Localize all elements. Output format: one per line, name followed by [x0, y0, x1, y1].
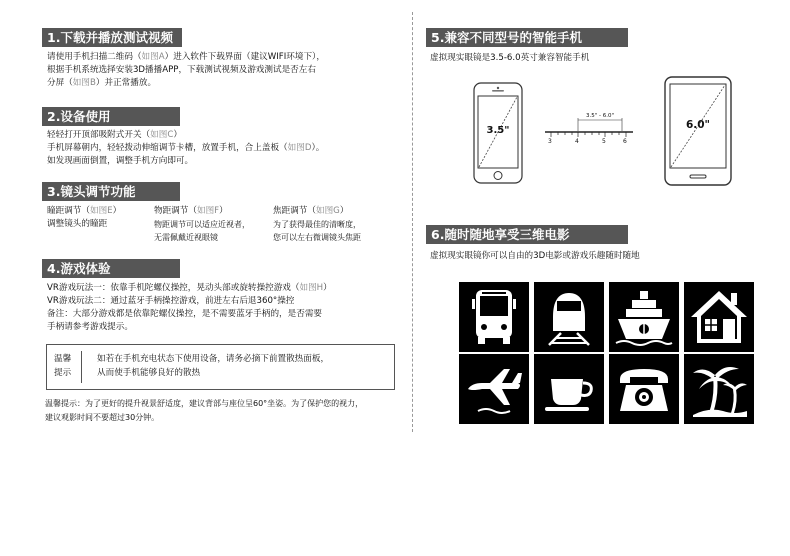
- bus-icon: [459, 282, 529, 352]
- s4-line2: VR游戏玩法二：通过蓝牙手柄操控游戏，前进左右后退360°操控: [47, 296, 295, 306]
- tip-label-2: 提示: [54, 368, 72, 378]
- s3-col3-desc1: 为了获得最佳的清晰度，: [273, 220, 361, 229]
- s1-line1: 请使用手机扫描二维码（如图A）进入软件下载界面（建议WIFI环境下），: [47, 52, 325, 62]
- airplane-icon: [459, 354, 529, 424]
- large-phone-label: 6.0": [685, 119, 711, 131]
- s5-desc: 虚拟现实眼镜是3.5-6.0英寸兼容智能手机: [430, 53, 590, 63]
- tip-text-2: 从而使手机能够良好的散热: [97, 368, 201, 378]
- s3-col1-title: 瞳距调节（如图E）: [47, 206, 122, 216]
- tip-box: [46, 344, 395, 390]
- palm-beach-icon: [684, 354, 754, 424]
- tip-divider: [81, 351, 82, 383]
- size-ruler: [545, 110, 635, 150]
- s3-col1-desc: 调整镜头的瞳距: [47, 219, 108, 229]
- s3-col3-desc2: 您可以左右微调镜头焦距: [273, 233, 361, 242]
- s2-line1: 轻轻打开顶部吸附式开关（如图C）: [47, 130, 182, 140]
- section-3-title: 3.镜头调节功能: [42, 182, 180, 201]
- small-phone-icon: [473, 82, 523, 184]
- ruler-tick-3: 3: [548, 138, 552, 145]
- ruler-tick-4: 4: [575, 138, 579, 145]
- tip-text-1: 如若在手机充电状态下使用设备，请务必摘下前置散热面板，: [97, 354, 330, 364]
- section-6-title: 6.随时随地享受三维电影: [426, 225, 628, 244]
- s3-col2-title: 物距调节（如图F）: [154, 206, 228, 216]
- s1-line3: 分屏（如图B）并正常播放。: [47, 78, 157, 88]
- s4-line3: 备注：大部分游戏都是依靠陀螺仪操控，是不需要蓝牙手柄的，是否需要: [47, 309, 323, 319]
- tip-label-1: 温馨: [54, 354, 72, 364]
- s3-col3-title: 焦距调节（如图G）: [273, 206, 349, 216]
- coffee-cup-icon: [534, 354, 604, 424]
- s4-line4: 手柄请参考游戏提示。: [47, 322, 133, 332]
- s2-line2: 手机屏幕朝内，轻轻拨动伸缩调节卡槽，放置手机，合上盖板（如图D）。: [47, 143, 325, 153]
- ruler-label: 3.5" - 6.0": [585, 113, 615, 119]
- telephone-icon: [609, 354, 679, 424]
- section-5-title: 5.兼容不同型号的智能手机: [426, 28, 628, 47]
- warm-line2: 建议观影时间不要超过30分钟。: [45, 413, 160, 422]
- ruler-tick-5: 5: [602, 138, 606, 145]
- s2-line3: 如发现画面倒置，调整手机方向即可。: [47, 156, 194, 166]
- s4-line1: VR游戏玩法一：依靠手机陀螺仪操控，晃动头部或旋转操控游戏（如图H）: [47, 283, 332, 293]
- small-phone-label: 3.5": [486, 125, 510, 136]
- ship-icon: [609, 282, 679, 352]
- warm-line1: 温馨提示：为了更好的提升视景舒适度，建议背部与座位呈60°坐姿。为了保护您的视力，: [45, 399, 364, 408]
- section-2-title: 2.设备使用: [42, 107, 180, 126]
- large-phone-icon: [664, 76, 732, 186]
- s3-col2-desc1: 物距调节可以适应近视者，: [154, 220, 250, 229]
- s6-desc: 虚拟现实眼镜你可以自由的3D电影或游戏乐趣随时随地: [430, 251, 640, 261]
- s3-col2-desc2: 无需佩戴近视眼镜: [154, 233, 218, 242]
- s1-line2: 根据手机系统选择安装3D播播APP，下载测试视频及游戏测试是否左右: [47, 65, 316, 75]
- section-1-title: 1.下载并播放测试视频: [42, 28, 182, 47]
- house-icon: [684, 282, 754, 352]
- section-4-title: 4.游戏体验: [42, 259, 180, 278]
- column-divider: [412, 12, 413, 432]
- train-icon: [534, 282, 604, 352]
- ruler-tick-6: 6: [623, 138, 627, 145]
